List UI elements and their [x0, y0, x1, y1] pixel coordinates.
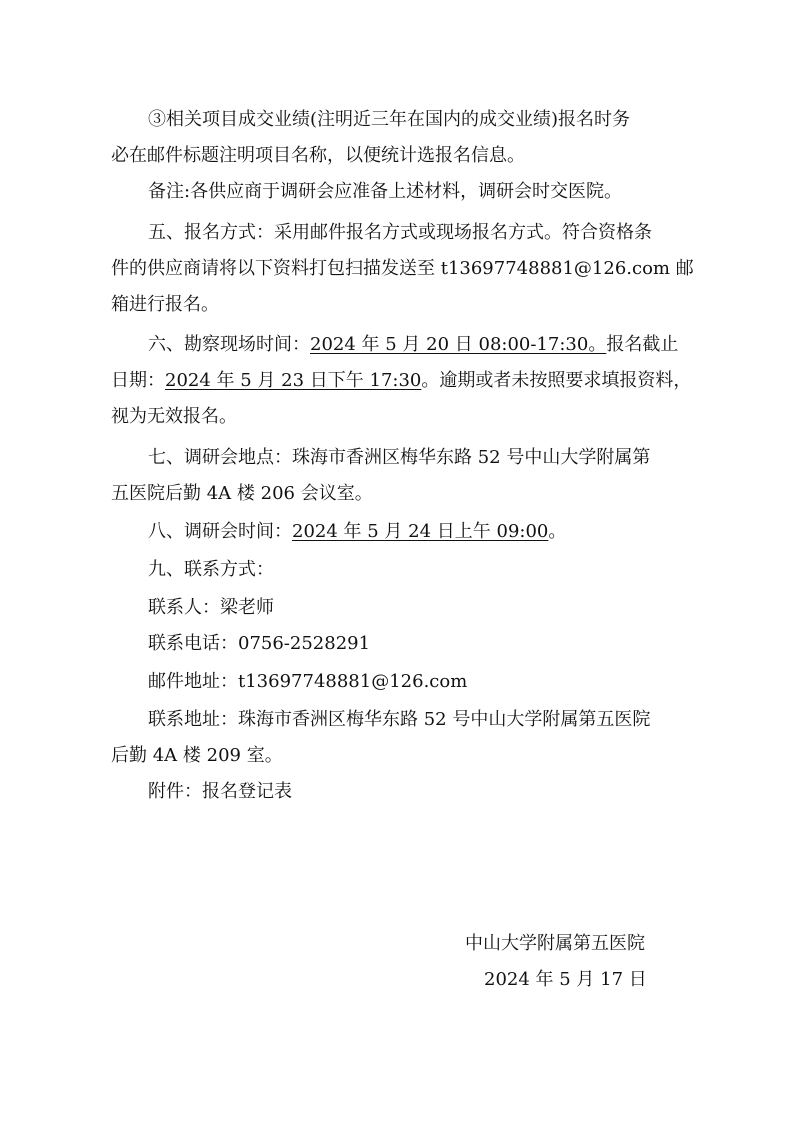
section5-line1: 五、报名方式：采用邮件报名方式或现场报名方式。符合资格条: [148, 222, 652, 243]
section5-line2: 件的供应商请将以下资料打包扫描发送至 t13697748881@126.com 邮: [111, 258, 694, 279]
signature-date: 2024 年 5 月 17 日: [484, 969, 647, 990]
contact-address-line2: 后勤 4A 楼 209 室。: [111, 745, 283, 766]
section6-line3: 视为无效报名。: [111, 406, 237, 427]
section7-line1: 七、调研会地点：珠海市香洲区梅华东路 52 号中山大学附属第: [148, 447, 651, 468]
meeting-time-period: 。: [548, 521, 567, 542]
item3-line1: ③相关项目成交业绩(注明近三年在国内的成交业绩)报名时务: [148, 109, 631, 130]
deadline-label: 报名截止: [606, 334, 679, 355]
item3-line2: 必在邮件标题注明项目名称，以便统计选报名信息。: [111, 145, 525, 166]
meeting-time-date: 2024 年 5 月 24 日上午 09:00: [292, 521, 549, 542]
contact-person: 联系人：梁老师: [148, 597, 274, 618]
survey-label: 六、勘察现场时间：: [148, 334, 310, 355]
section8-line: [148, 520, 566, 544]
section9-heading: 九、联系方式：: [148, 559, 274, 580]
meeting-time-label: 八、调研会时间：: [148, 521, 292, 542]
deadline-note: 。逾期或者未按照要求填报资料，: [421, 370, 692, 391]
survey-date: 2024 年 5 月 20 日 08:00-17:30。: [310, 334, 607, 355]
section6-line2: [111, 369, 691, 393]
section7-line2: 五医院后勤 4A 楼 206 会议室。: [111, 483, 373, 504]
attachment-note: 附件：报名登记表: [148, 781, 292, 802]
section5-line3: 箱进行报名。: [111, 294, 219, 315]
deadline-date: 2024 年 5 月 23 日下午 17:30: [165, 370, 422, 391]
contact-phone: 联系电话：0756-2528291: [148, 633, 371, 654]
deadline-date-label: 日期：: [111, 370, 165, 391]
signature-organization: 中山大学附属第五医院: [465, 933, 645, 954]
contact-email: 邮件地址：t13697748881@126.com: [148, 671, 468, 692]
contact-address-line1: 联系地址：珠海市香洲区梅华东路 52 号中山大学附属第五医院: [148, 709, 651, 730]
section6-line1: [148, 333, 678, 357]
remark-paragraph: 备注:各供应商于调研会应准备上述材料，调研会时交医院。: [148, 181, 623, 202]
